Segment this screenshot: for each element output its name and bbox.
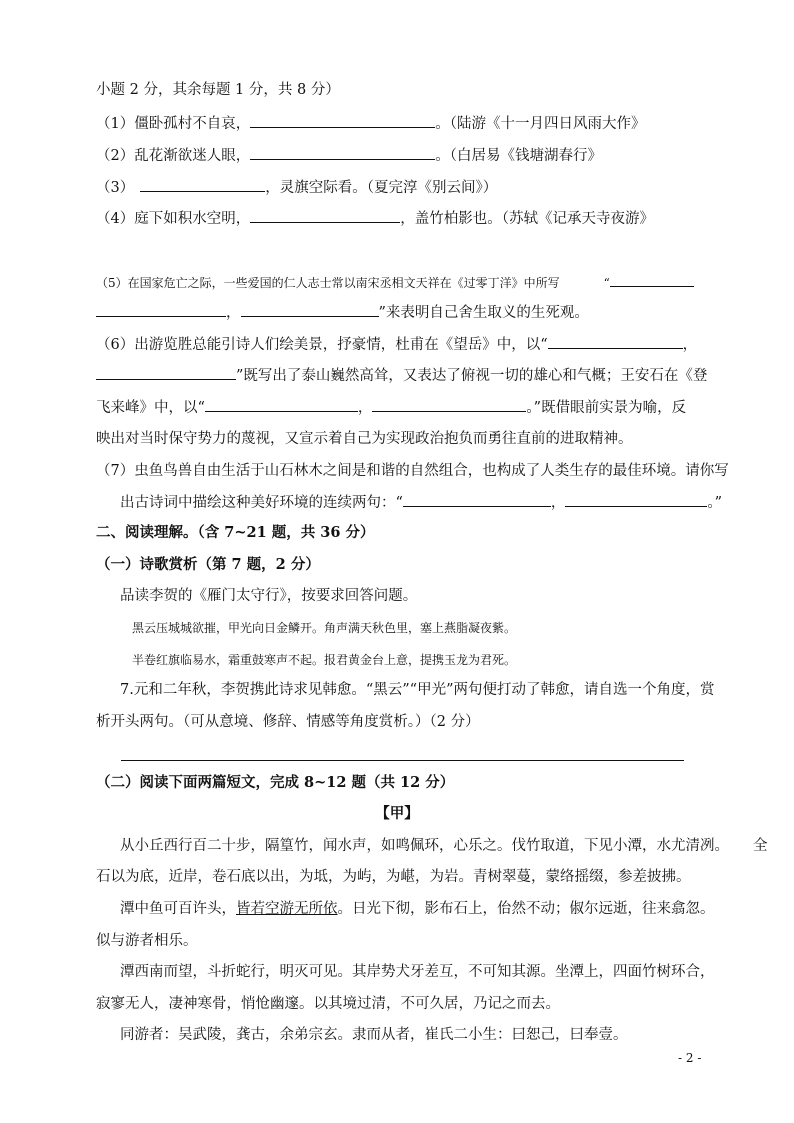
item-number: （2） — [96, 148, 135, 164]
item-number: （5） — [96, 276, 128, 290]
item-number: （6） — [96, 337, 135, 353]
passage-paragraph: 同游者：吴武陵，龚古，余弟宗玄。隶而从者，崔氏二小生：曰恕己，曰奉壹。 — [120, 1027, 628, 1043]
verse-source: 。（陆游《十一月四日风雨大作》 — [435, 116, 646, 132]
verse-source: 。（白居易《钱塘湖春行》 — [435, 148, 602, 164]
fill-item-6 — [96, 334, 697, 355]
punctuation: 。” — [707, 495, 723, 511]
answer-blank[interactable] — [140, 177, 265, 192]
question-text: 。”既借眼前实景为喻，反 — [526, 400, 687, 416]
verse-text: 乱花渐欲迷人眼， — [134, 148, 251, 164]
passage-paragraph-cont: 石以为底，近岸，卷石底以出，为坻，为屿，为嵁，为岩。青树翠蔓，蒙络摇缀，参差披拂。 — [96, 869, 691, 885]
answer-blank[interactable] — [565, 492, 707, 507]
answer-blank[interactable] — [610, 272, 694, 287]
answer-blank[interactable] — [205, 397, 358, 412]
verse-source: ，盖竹柏影也。（苏轼《记承天寺夜游》 — [400, 211, 654, 227]
answer-blank[interactable] — [96, 302, 226, 317]
section-heading: 二、阅读理解。（含 7~21 题，共 36 分） — [96, 524, 375, 541]
answer-blank[interactable] — [241, 302, 379, 317]
passage-label: 【甲】 — [375, 805, 419, 822]
poem-intro: 品读李贺的《雁门太守行》，按要求回答问题。 — [120, 588, 418, 604]
passage-text: 全 — [753, 838, 768, 854]
verse-text: 庭下如积水空明， — [134, 211, 251, 227]
fill-item-6-cont3: 映出对当时保守势力的蔑视，又宣示着自己为实现政治抱负而勇往直前的进取精神。 — [96, 431, 633, 447]
question-text: 出古诗词中描绘这种美好环境的连续两句：“ — [120, 495, 403, 511]
fill-item-6-cont — [96, 365, 707, 386]
item-number: （7） — [96, 463, 135, 479]
subsection-heading: （二）阅读下面两篇短文，完成 8~12 题（共 12 分） — [96, 774, 455, 791]
answer-blank[interactable] — [250, 145, 435, 160]
question-7-cont: 析开头两句。（可从意境、修辞、情感等角度赏析。）（2 分） — [96, 714, 480, 730]
fill-item-6-cont2 — [96, 397, 686, 418]
answer-blank[interactable] — [96, 365, 236, 380]
passage-paragraph — [120, 836, 768, 856]
quote-mark: “ — [603, 276, 610, 290]
item-number: （3） — [96, 180, 135, 196]
punctuation: ， — [682, 337, 698, 353]
underlined-phrase: 皆若空游无所依 — [236, 901, 338, 917]
passage-paragraph: 潭西南而望，斗折蛇行，明灭可见。其岸势犬牙差互，不可知其源。坐潭上，四面竹树环合， — [120, 964, 715, 980]
verse-text: 僵卧孤村不自哀， — [134, 116, 251, 132]
fill-item-4 — [96, 208, 654, 229]
question-text: 出游览胜总能引诗人们绘美景，抒豪情，杜甫在《望岳》中，以“ — [134, 337, 548, 353]
passage-text: 潭中鱼可百许头， — [120, 901, 236, 917]
fill-item-1 — [96, 113, 645, 134]
punctuation: ， — [226, 305, 241, 321]
item-number: （4） — [96, 211, 135, 227]
question-intro: 小题 2 分，其余每题 1 分，共 8 分） — [96, 82, 340, 98]
punctuation: ， — [357, 400, 373, 416]
question-text: 虫鱼鸟兽自由生活于山石林木之间是和谐的自然组合，也构成了人类生存的最佳环境。请你写 — [134, 463, 729, 479]
question-text: 飞来峰》中，以“ — [96, 400, 205, 416]
answer-blank[interactable] — [250, 208, 400, 223]
passage-paragraph — [120, 899, 715, 919]
answer-line[interactable] — [121, 760, 684, 761]
verse-source: ，灵旗空际看。（夏完淳《别云间》） — [265, 180, 498, 196]
passage-paragraph-cont: 似与游者相乐。 — [96, 933, 198, 949]
fill-item-3 — [96, 177, 497, 198]
fill-item-5 — [96, 272, 694, 293]
question-7: 7.元和二年秋，李贺携此诗求见韩愈。“黑云”“甲光”两句便打动了韩愈，请自选一个角度，赏 — [120, 682, 715, 698]
answer-blank[interactable] — [250, 113, 435, 128]
poem-line: 半卷红旗临易水，霜重鼓寒声不起。报君黄金台上意，提携玉龙为君死。 — [132, 653, 517, 667]
subsection-heading: （一）诗歌赏析（第 7 题，2 分） — [96, 556, 320, 573]
answer-blank[interactable] — [372, 397, 526, 412]
answer-blank[interactable] — [403, 492, 551, 507]
item-number: （1） — [96, 116, 135, 132]
fill-item-5-cont — [96, 302, 589, 323]
poem-line: 黑云压城城欲摧，甲光向日金鳞开。角声满天秋色里，塞上燕脂凝夜紫。 — [132, 621, 517, 635]
fill-item-2 — [96, 145, 602, 166]
fill-item-7-cont — [120, 492, 722, 513]
page-number: - 2 - — [678, 1051, 702, 1065]
fill-item-7 — [96, 461, 729, 481]
passage-text: 。日光下彻，影布石上，佁然不动；俶尔远逝，往来翕忽。 — [337, 901, 715, 917]
question-text: ”来表明自己舍生取义的生死观。 — [378, 305, 589, 321]
question-text: ”既写出了泰山巍然高耸，又表达了俯视一切的雄心和气概；王安石在《登 — [236, 368, 708, 384]
passage-text: 从小丘西行百二十步，隔篁竹，闻水声，如鸣佩环，心乐之。伐竹取道，下见小潭，水尤清冽。 — [120, 838, 729, 854]
passage-paragraph-cont: 寂寥无人，凄神寒骨，悄怆幽邃。以其境过清，不可久居，乃记之而去。 — [96, 996, 560, 1012]
punctuation: ， — [550, 495, 566, 511]
answer-blank[interactable] — [548, 334, 683, 349]
question-text: 在国家危亡之际，一些爱国的仁人志士常以南宋丞相文天祥在《过零丁洋》中所写 — [127, 276, 560, 290]
